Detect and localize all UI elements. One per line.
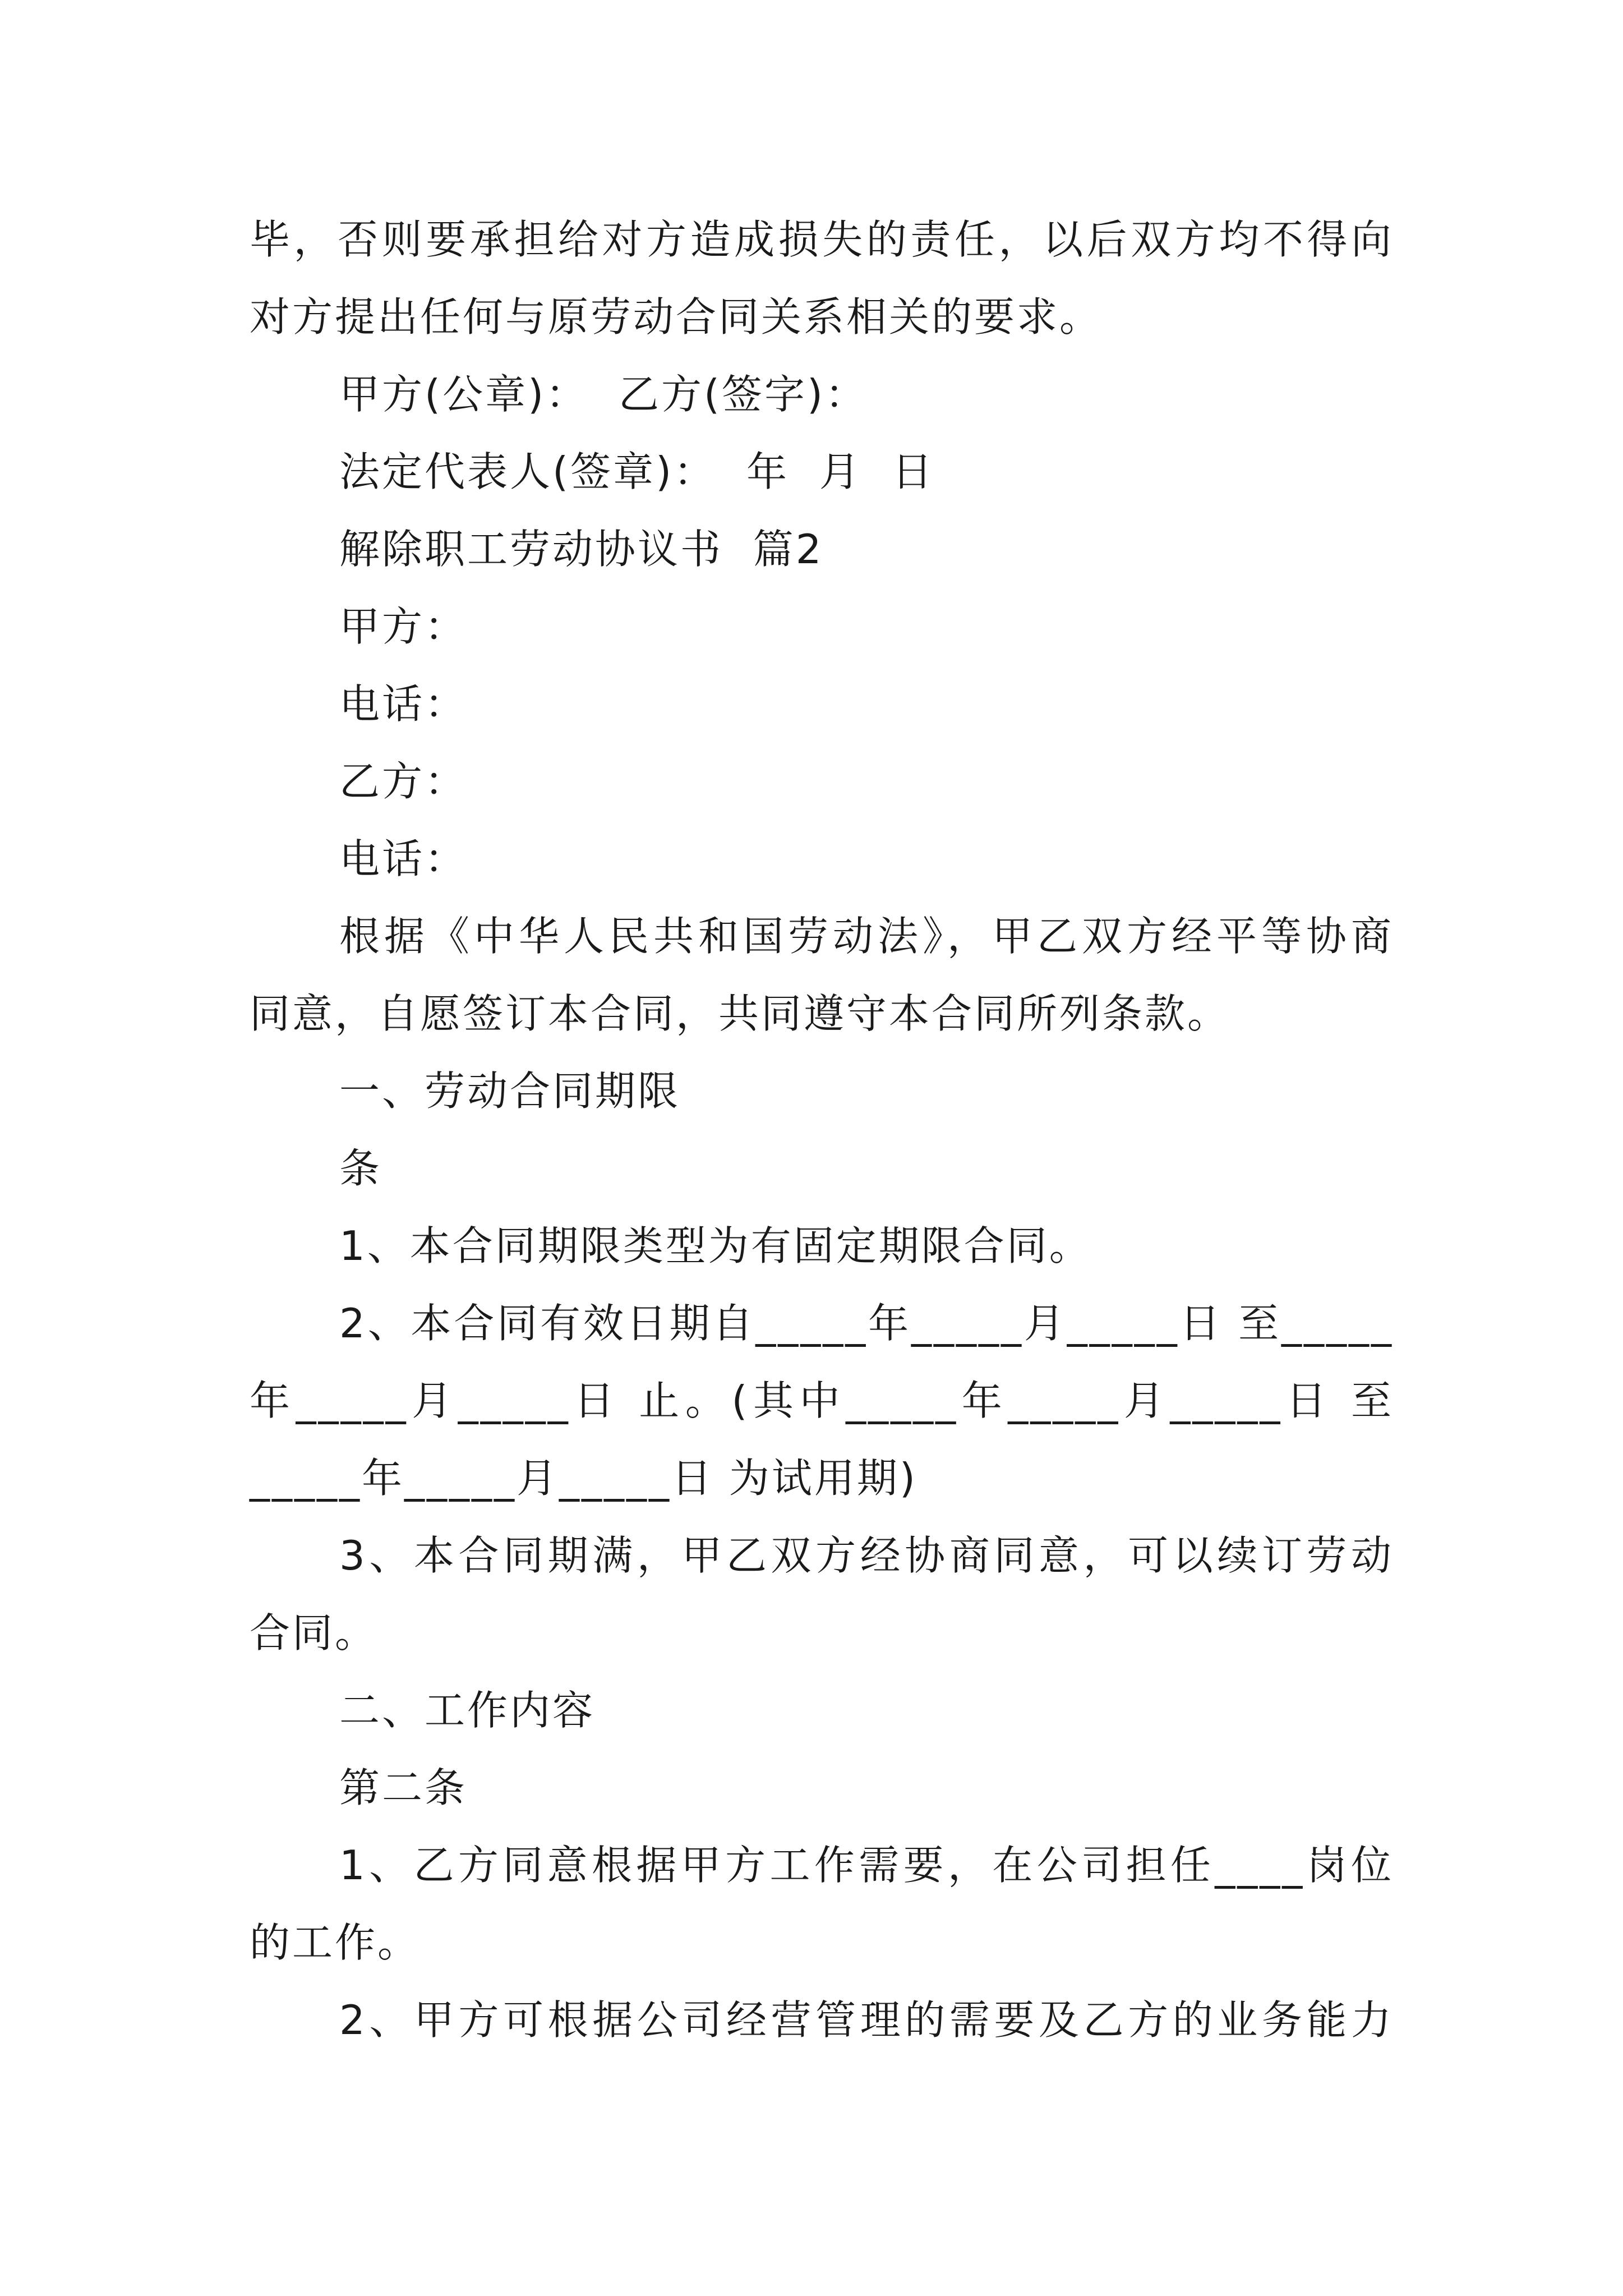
clause-number: 条 [339,1145,382,1192]
text-line: 毕，否则要承担给对方造成损失的责任，以后双方均不得向 [250,216,1394,263]
document-body [250,201,1394,2059]
party-a-label: 甲方： [339,603,468,650]
signature-party-line: 甲方(公章)： 乙方(签字)： [339,371,868,418]
text-line: _____年_____月_____日 为试用期) [250,1455,917,1502]
text-line: 1、乙方同意根据甲方工作需要，在公司担任____岗位 [339,1842,1394,1889]
phone-label: 电话： [339,680,468,728]
text-line: 1、本合同期限类型为有固定期限合同。 [339,1222,1092,1269]
text-line: 年_____月_____日 止。(其中_____年_____月_____日 至 [250,1377,1394,1424]
text-line: 对方提出任何与原劳动合同关系相关的要求。 [250,293,1103,341]
text-line: 3、本合同期满，甲乙双方经协商同意，可以续订劳动 [339,1532,1394,1579]
text-line: 根据《中华人民共和国劳动法》，甲乙双方经平等协商 [339,913,1394,960]
clause-heading: 一、劳动合同期限 [339,1068,681,1115]
text-line: 的工作。 [250,1919,421,1966]
clause-number: 第二条 [339,1764,468,1811]
party-b-label: 乙方： [339,758,468,805]
signature-date-line: 法定代表人(签章)： 年 月 日 [339,448,935,495]
text-line: 2、本合同有效日期自_____年_____月_____日 至_____ [339,1300,1394,1347]
section-heading: 解除职工劳动协议书 篇2 [339,526,824,573]
phone-label: 电话： [339,835,468,882]
text-line: 2、甲方可根据公司经营管理的需要及乙方的业务能力 [339,1996,1394,2044]
text-line: 同意，自愿签订本合同，共同遵守本合同所列条款。 [250,990,1230,1037]
clause-heading: 二、工作内容 [339,1687,596,1734]
text-line: 合同。 [250,1609,378,1657]
